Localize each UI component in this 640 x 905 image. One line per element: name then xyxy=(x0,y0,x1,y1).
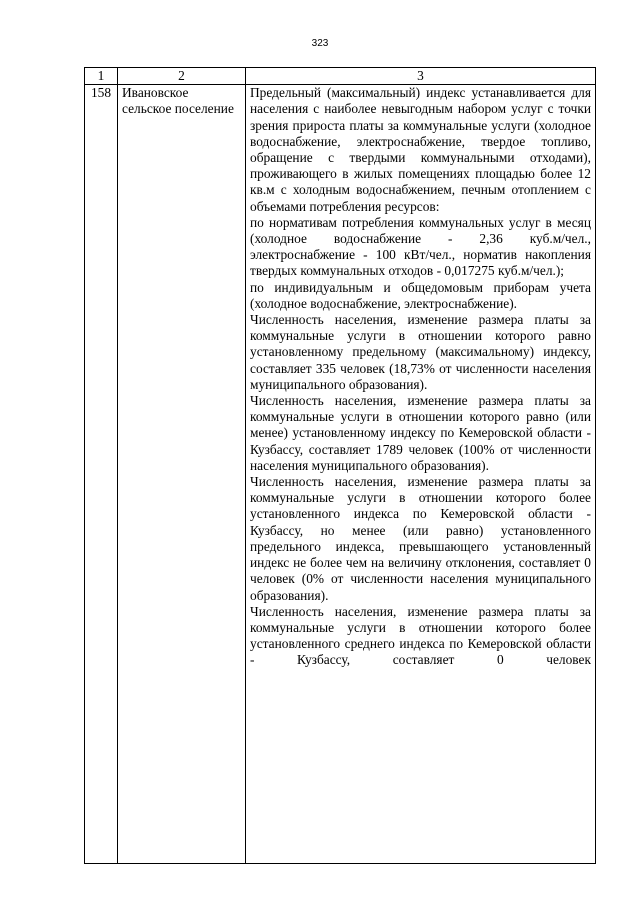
paragraph-population-equal-max: Численность населения, изменение размера платы за коммунальные услуги в отношении которого равно установленному предельному (максимальному) индексу, составляет 335 человек (18,73% от численности населения муниципального образования). xyxy=(250,312,591,392)
page-number: 323 xyxy=(311,38,329,49)
document-table xyxy=(84,67,596,864)
column-header-3: 3 xyxy=(246,68,596,85)
settlement-name-cell: Ивановское сельское поселение xyxy=(118,85,246,864)
column-header-1: 1 xyxy=(85,68,118,85)
table-header-row xyxy=(85,68,596,85)
row-number-cell: 158 xyxy=(85,85,118,864)
paragraph-metering-devices: по индивидуальным и общедомовым приборам учета (холодное водоснабжение, электроснабжение). xyxy=(250,279,591,311)
paragraph-population-between: Численность населения, изменение размера платы за коммунальные услуги в отношении которого более установленного индекса по Кемеровской области - Кузбассу, но менее (или равно) установленного предельного индекса, превышающего установленный индекс не более чем на величину отклонения, составляет 0 человек (0% от численности населения муниципального образования). xyxy=(250,474,591,603)
paragraph-population-equal-regional: Численность населения, изменение размера платы за коммунальные услуги в отношении которого равно (или менее) установленному индексу по Кемеровской области - Кузбассу, составляет 1789 человек (100% от численности населения муниципального образования). xyxy=(250,393,591,473)
paragraph-max-index: Предельный (максимальный) индекс устанавливается для населения с наиболее невыгодным набором услуг с точки зрения прироста платы за коммунальные услуги (холодное водоснабжение, электроснабжение, твердое топливо, обращение с твердыми коммунальными отходами), проживающего в жилых помещениях площадью более 12 кв.м с холодным водоснабжением, печным отоплением с объемами потребления ресурсов: xyxy=(250,85,591,214)
column-header-2: 2 xyxy=(118,68,246,85)
table-row xyxy=(85,85,596,864)
paragraph-population-above-average: Численность населения, изменение размера платы за коммунальные услуги в отношении которого более установленного среднего индекса по Кемеровской области - Кузбассу, составляет 0 человек xyxy=(250,603,591,668)
description-cell xyxy=(246,85,596,864)
paragraph-consumption-norms: по нормативам потребления коммунальных услуг в месяц (холодное водоснабжение - 2,36 куб.м/чел., электроснабжение - 100 кВт/чел., норматив накопления твердых коммунальных отходов - 0,017275 куб.м/чел.); xyxy=(250,214,591,279)
